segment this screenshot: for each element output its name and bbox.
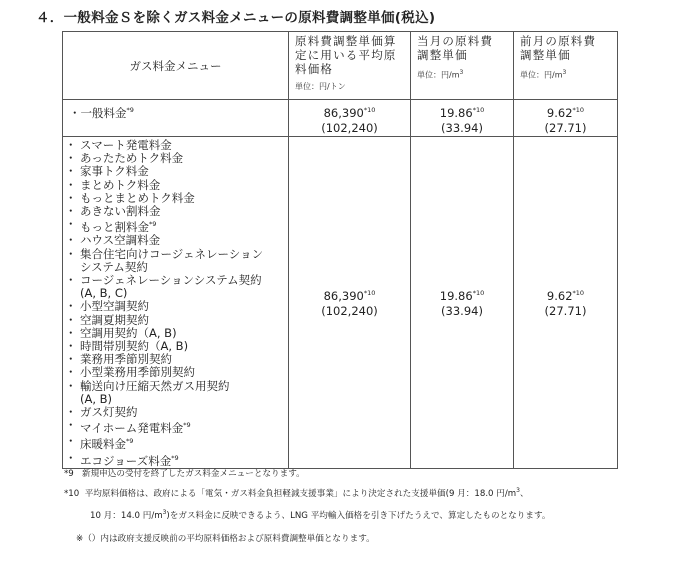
table-row-other-menus [63, 137, 618, 469]
current-price-cell: 19.86$^{*10}$ (33.94) [411, 100, 514, 137]
menu-item: ・ 空調夏期契約 [69, 314, 288, 327]
menu-item: ・ あきない割料金 [69, 205, 288, 218]
header-prev-line-1: 前月の原料費 [520, 34, 597, 48]
header-previous-month [514, 32, 618, 100]
menu-item: ・ マイホーム発電料金$^{*9}$ [69, 419, 288, 435]
header-avg-line-2: 定に用いる平均原 [295, 48, 397, 62]
table-header-row [63, 32, 618, 100]
current-price-cell: 19.86$^{*10}$ (33.94) [411, 137, 514, 469]
footnote-9: *9 新規申込の受付を終了したガス料金メニューとなります。 [64, 469, 305, 479]
header-prev-unit: 単位：円$/m^3$ [520, 69, 567, 80]
avg-price-cell: 86,390$^{*10}$ (102,240) [289, 137, 411, 469]
menu-item: (A, B, C) [80, 286, 128, 301]
menu-item: ・ もっと割料金$^{*9}$ [69, 218, 288, 234]
menu-item: ・ エコジョーズ料金$^{*9}$ [69, 452, 288, 468]
page-title: ４．一般料金Ｓを除くガス料金メニューの原料費調整単価(税込) [36, 10, 436, 26]
menu-item: ・ まとめトク料金 [69, 179, 288, 192]
footnote-10-line-2: 10 月：14.0 円$/m^3$)をガス料金に反映できるよう、LNG 平均輸入価格を引き下げたうえで、算定したものとなります。 [90, 509, 551, 521]
menu-list [63, 137, 288, 468]
price-table [62, 31, 618, 469]
menu-item: ・ 小型空調契約 [69, 300, 288, 313]
header-avg-line-3: 料価格 [295, 62, 334, 76]
header-avg-unit: 単位：円/トン [295, 82, 346, 91]
header-menu: ガス料金メニュー [63, 32, 289, 100]
menu-item: ・ コージェネレーションシステム契約 [69, 274, 288, 287]
menu-item: ・ 床暖料金$^{*9}$ [69, 435, 288, 451]
menu-item: ・ 集合住宅向けコージェネレーション [69, 248, 288, 261]
parenthesis-note: ※（）内は政府支援反映前の平均原料価格および原料費調整単価となります。 [76, 534, 375, 544]
menu-item: ・ あったためトク料金 [69, 152, 288, 165]
menu-item: ・ 業務用季節別契約 [69, 353, 288, 366]
menu-item: ・ スマート発電料金 [69, 139, 288, 152]
header-avg-line-1: 原料費調整単価算 [295, 34, 397, 48]
menu-item: ・ 小型業務用季節別契約 [69, 366, 288, 379]
avg-price-cell: 86,390$^{*10}$ (102,240) [289, 100, 411, 137]
menu-item: (A, B) [80, 391, 113, 406]
header-current-month [411, 32, 514, 100]
menu-item: ・ ガス灯契約 [69, 406, 288, 419]
menu-item: ・ ハウス空調料金 [69, 234, 288, 247]
menu-item: ・ 輸送向け圧縮天然ガス用契約 [69, 380, 288, 393]
table-row-general [63, 100, 618, 137]
menu-general: ・一般料金$^{*9}$ [63, 100, 289, 137]
menu-item: ・ 時間帯別契約（A, B) [69, 340, 288, 353]
footnote-10-line-1: *10 平均原料価格は、政府による「電気・ガス料金負担軽減支援事業」により決定された支援単価(9 月：18.0 円$/m^3$、 [64, 487, 529, 499]
header-cur-line-2: 調整単価 [417, 48, 468, 62]
header-prev-line-2: 調整単価 [520, 48, 571, 62]
header-avg-price [289, 32, 411, 100]
previous-price-cell: 9.62$^{*10}$ (27.71) [514, 100, 618, 137]
menu-list-cell [63, 137, 289, 469]
menu-item: システム契約 [80, 259, 148, 274]
previous-price-cell: 9.62$^{*10}$ (27.71) [514, 137, 618, 469]
header-cur-unit: 単位：円$/m^3$ [417, 69, 464, 80]
menu-item: ・ 空調用契約（A, B) [69, 327, 288, 340]
menu-item: ・ 家事トク料金 [69, 165, 288, 178]
header-cur-line-1: 当月の原料費 [417, 34, 494, 48]
menu-item: ・ もっとまとめトク料金 [69, 192, 288, 205]
